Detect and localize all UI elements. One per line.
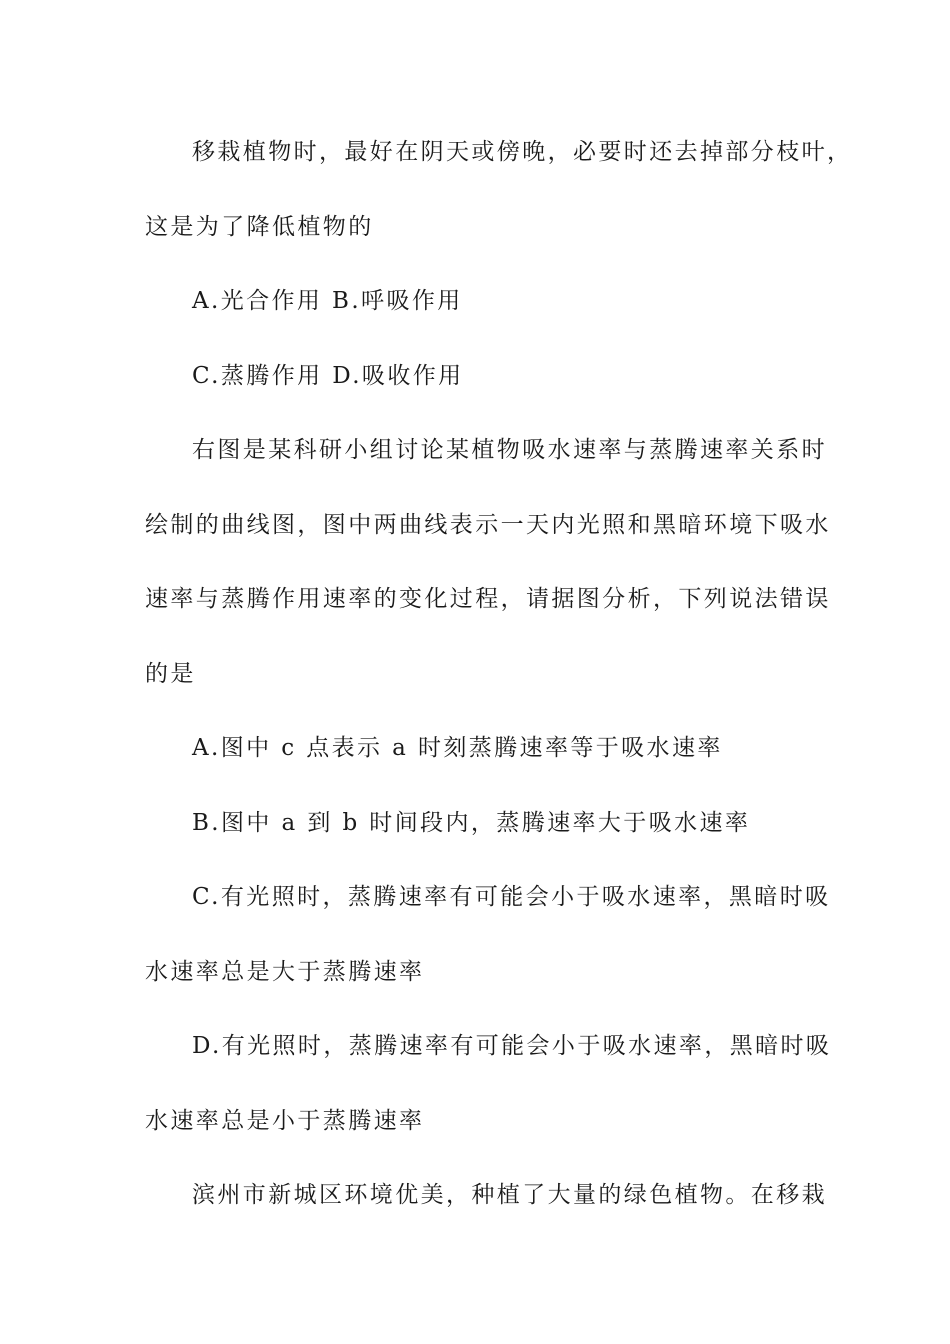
question-3-stem-line-1: 滨州市新城区环境优美，种植了大量的绿色植物。在移栽 [192, 1182, 827, 1208]
question-2-option-d-line-2: 水速率总是小于蒸腾速率 [145, 1108, 425, 1134]
question-1-options-cd: C.蒸腾作用 D.吸收作用 [192, 363, 464, 389]
question-2-option-a: A.图中 c 点表示 a 时刻蒸腾速率等于吸水速率 [192, 735, 723, 761]
question-2-option-c-line-2: 水速率总是大于蒸腾速率 [145, 959, 425, 985]
question-2-stem-line-3: 速率与蒸腾作用速率的变化过程，请据图分析，下列说法错误 [145, 586, 831, 612]
question-2-stem-line-4: 的是 [145, 661, 196, 687]
question-2-option-b: B.图中 a 到 b 时间段内，蒸腾速率大于吸水速率 [192, 810, 751, 836]
question-1-stem-line-1: 移栽植物时，最好在阴天或傍晚，必要时还去掉部分枝叶， [192, 139, 853, 165]
question-2-option-d-line-1: D.有光照时，蒸腾速率有可能会小于吸水速率，黑暗时吸 [192, 1033, 832, 1059]
question-1-options-ab: A.光合作用 B.呼吸作用 [192, 288, 463, 314]
question-2-option-c-line-1: C.有光照时，蒸腾速率有可能会小于吸水速率，黑暗时吸 [192, 884, 831, 910]
question-1-stem-line-2: 这是为了降低植物的 [145, 214, 374, 240]
question-2-stem-line-2: 绘制的曲线图，图中两曲线表示一天内光照和黑暗环境下吸水 [145, 512, 831, 538]
question-2-stem-line-1: 右图是某科研小组讨论某植物吸水速率与蒸腾速率关系时 [192, 437, 827, 463]
